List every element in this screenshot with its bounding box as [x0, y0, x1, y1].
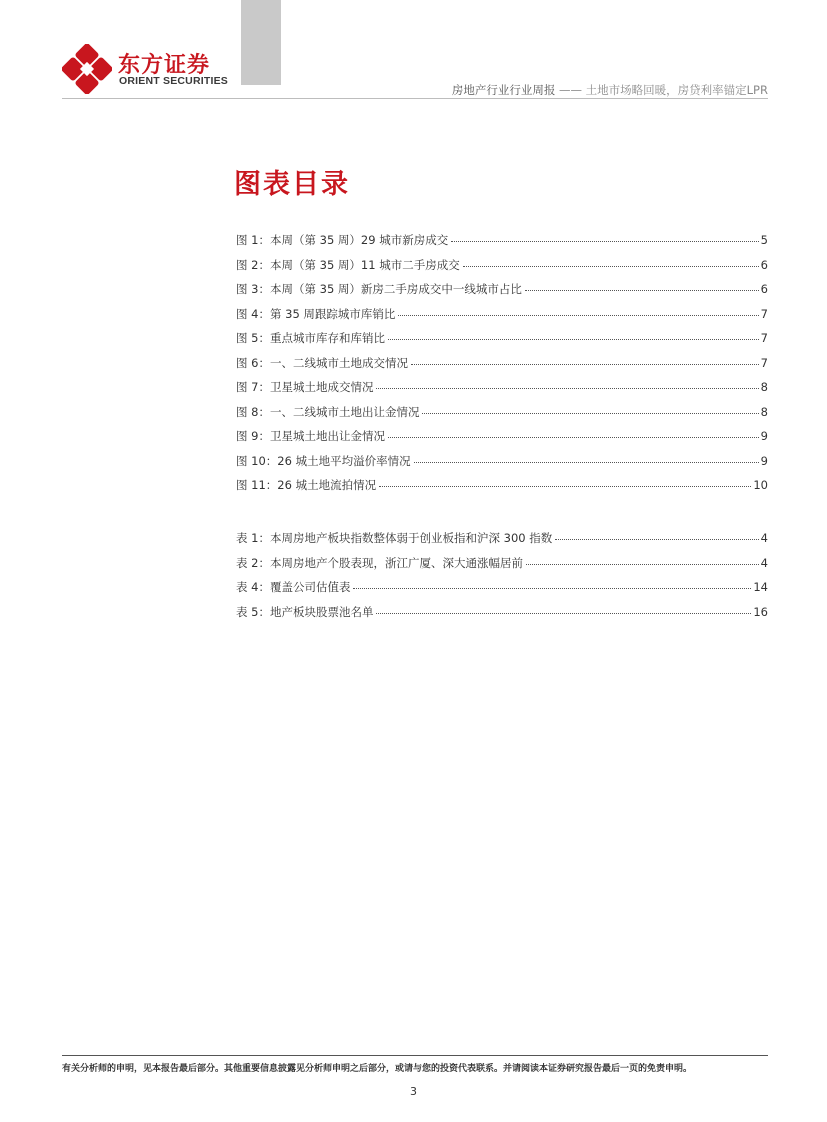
figure-toc-entry[interactable]	[236, 257, 768, 282]
toc-entry-page: 7	[760, 355, 768, 370]
figure-toc-entry[interactable]	[236, 306, 768, 331]
toc-dot-leader	[526, 564, 759, 565]
page-number: 3	[410, 1085, 417, 1098]
toc-dot-leader	[388, 339, 759, 340]
figure-toc-entry[interactable]	[236, 453, 768, 478]
report-header	[452, 82, 768, 98]
brand-name-cn: 东方证券	[118, 53, 211, 78]
header-separator: ——	[555, 83, 586, 97]
toc-dot-leader	[388, 437, 759, 438]
toc-entry-label: 表 5：地产板块股票池名单	[236, 604, 374, 619]
footer-disclaimer: 有关分析师的申明，见本报告最后部分。其他重要信息披露见分析师申明之后部分，或请与您的投资代表联系。并请阅读本证券研究报告最后一页的免责申明。	[62, 1064, 693, 1074]
header-divider	[62, 98, 768, 99]
toc-dot-leader	[463, 266, 759, 267]
orient-securities-logo-icon	[62, 44, 112, 94]
toc-entry-page: 4	[760, 531, 768, 545]
toc-entry-page: 7	[760, 306, 768, 321]
toc-entry-page: 14	[753, 580, 768, 594]
table-toc-entry[interactable]	[236, 530, 768, 555]
toc-dot-leader	[414, 462, 759, 463]
toc-entry-label: 图 9：卫星城土地出让金情况	[236, 429, 385, 443]
figure-toc-entry[interactable]	[236, 330, 768, 355]
report-subtitle: 土地市场略回暖，房贷利率锚定LPR	[585, 83, 768, 97]
toc-dot-leader	[411, 364, 759, 365]
toc-entry-label: 图 4：第 35 周跟踪城市库销比	[236, 306, 396, 321]
toc-dot-leader	[398, 315, 758, 316]
table-list	[236, 530, 768, 628]
toc-entry-label: 表 4：覆盖公司估值表	[236, 580, 351, 594]
toc-dot-leader	[353, 588, 751, 589]
toc-entry-label: 图 3：本周（第 35 周）新房二手房成交中一线城市占比	[236, 282, 522, 296]
report-type: 房地产行业行业周报	[451, 83, 556, 97]
toc-entry-page: 7	[760, 331, 768, 345]
toc-dot-leader	[376, 388, 758, 389]
brand-name-en: ORIENT SECURITIES	[119, 75, 228, 87]
page-title: 图表目录	[234, 169, 350, 200]
toc-entry-page: 8	[760, 380, 768, 394]
toc-entry-label: 图 6：一、二线城市土地成交情况	[236, 355, 408, 370]
figure-toc-entry[interactable]	[236, 281, 768, 306]
figure-toc-entry[interactable]	[236, 355, 768, 380]
toc-entry-label: 图 7：卫星城土地成交情况	[236, 380, 374, 394]
figure-toc-entry[interactable]	[236, 404, 768, 429]
toc-entry-label: 图 1：本周（第 35 周）29 城市新房成交	[236, 233, 449, 247]
toc-dot-leader	[422, 413, 758, 414]
toc-dot-leader	[555, 539, 758, 540]
toc-entry-label: 图 11：26 城土地流拍情况	[236, 478, 377, 492]
figure-toc-entry[interactable]	[236, 428, 768, 453]
toc-entry-page: 6	[760, 257, 768, 272]
toc-entry-page: 4	[760, 555, 768, 570]
toc-dot-leader	[376, 613, 751, 614]
toc-entry-page: 6	[760, 282, 768, 296]
toc-entry-page: 16	[753, 604, 768, 619]
header-gray-tab	[241, 0, 281, 85]
toc-entry-page: 9	[760, 429, 768, 443]
table-toc-entry[interactable]	[236, 604, 768, 629]
toc-entry-label: 表 2：本周房地产个股表现，浙江广厦、深大通涨幅居前	[236, 555, 523, 570]
toc-dot-leader	[451, 241, 758, 242]
toc-entry-page: 10	[753, 478, 768, 492]
toc-entry-label: 图 5：重点城市库存和库销比	[236, 331, 385, 345]
table-toc-entry[interactable]	[236, 579, 768, 604]
toc-entry-label: 表 1：本周房地产板块指数整体弱于创业板指和沪深 300 指数	[236, 531, 553, 545]
figure-toc-entry[interactable]	[236, 477, 768, 502]
toc-dot-leader	[525, 290, 759, 291]
toc-entry-label: 图 10：26 城土地平均溢价率情况	[236, 453, 411, 468]
toc-entry-label: 图 8：一、二线城市土地出让金情况	[236, 404, 420, 419]
figure-list	[236, 232, 768, 502]
toc-entry-label: 图 2：本周（第 35 周）11 城市二手房成交	[236, 257, 460, 272]
figure-toc-entry[interactable]	[236, 232, 768, 257]
figure-toc-entry[interactable]	[236, 379, 768, 404]
footer-divider	[62, 1055, 768, 1056]
toc-entry-page: 8	[760, 404, 768, 419]
toc-entry-page: 5	[760, 233, 768, 247]
toc-entry-page: 9	[760, 453, 768, 468]
table-toc-entry[interactable]	[236, 555, 768, 580]
toc-dot-leader	[379, 486, 751, 487]
